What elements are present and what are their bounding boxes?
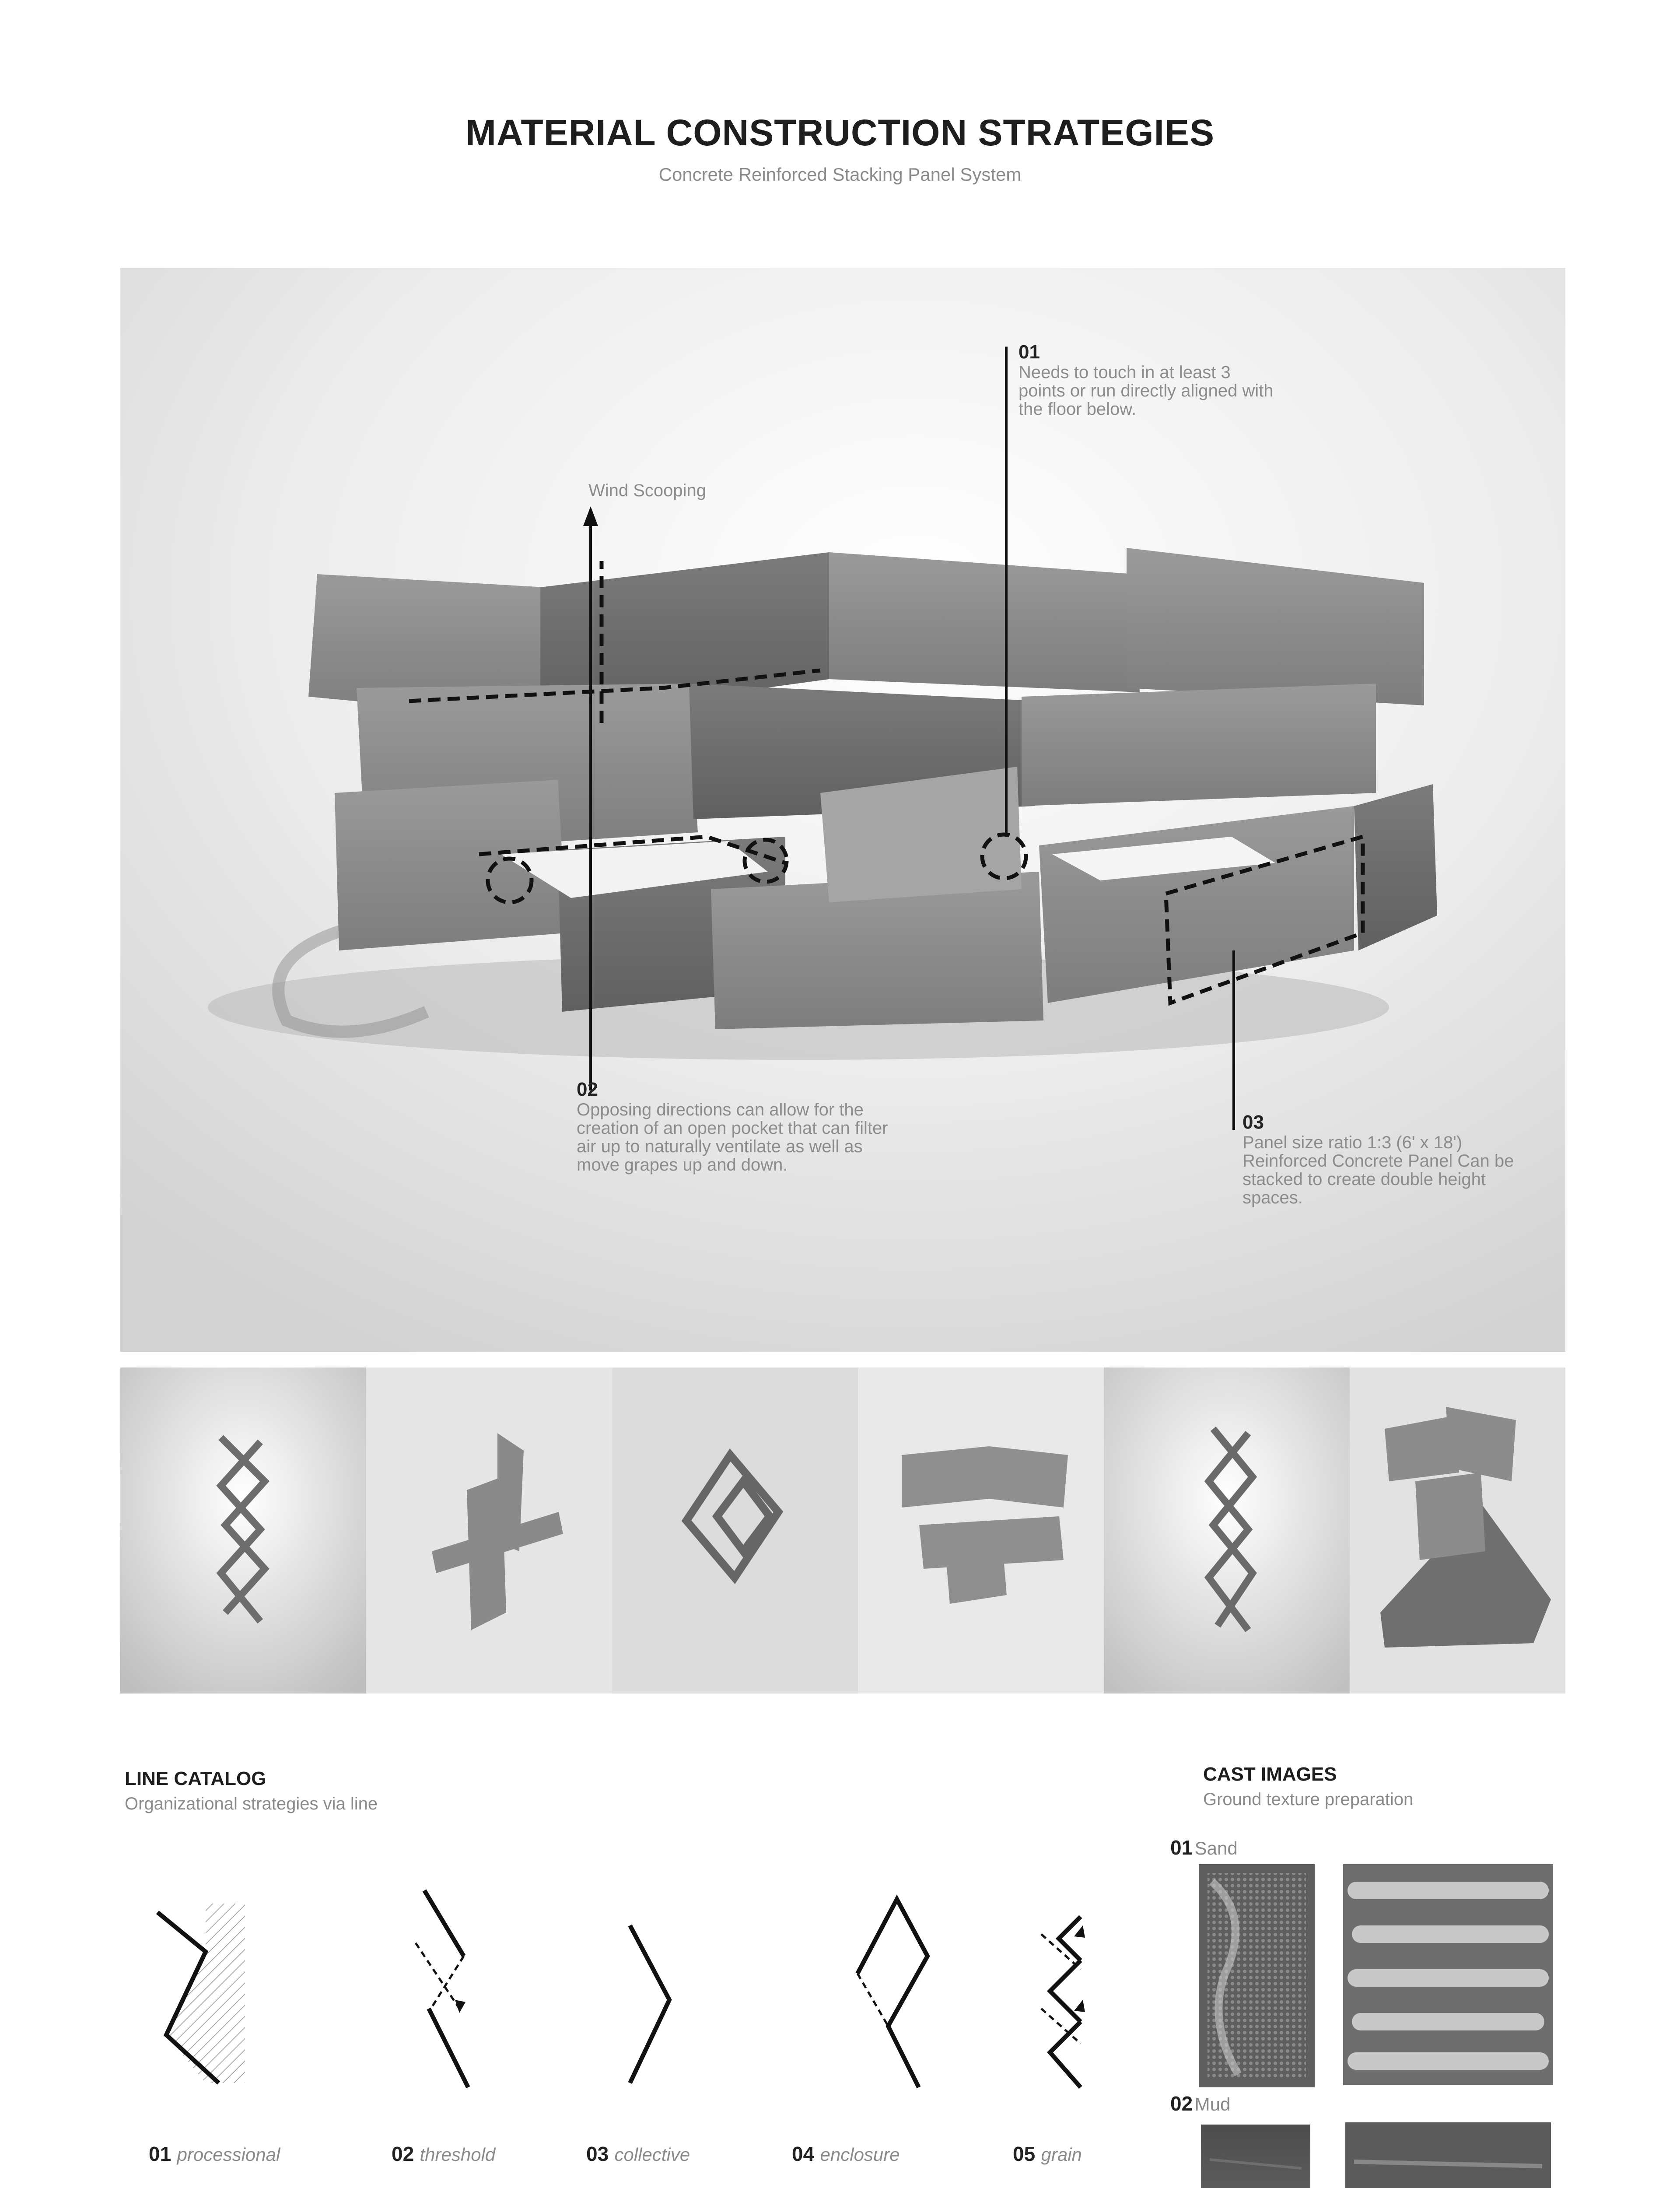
wind-scooping-label: Wind Scooping (588, 481, 707, 500)
line-caption-04: 04 enclosure (792, 2142, 900, 2165)
annotation-03 (1242, 1112, 1531, 1207)
model-thumbnail-1 (120, 1368, 366, 1694)
annotation-text: Panel size ratio 1:3 (6' x 18') Reinforced Concrete Panel Can be stacked to create double height spaces. (1242, 1133, 1514, 1207)
line-catalog-diagrams (0, 1860, 1138, 2122)
cast-images-subtitle: Ground texture preparation (1203, 1790, 1414, 1809)
page-subtitle: Concrete Reinforced Stacking Panel System (658, 164, 1022, 185)
cast-row-02-label: 02 Mud (1170, 2092, 1231, 2115)
line-caption-05: 05 grain (1013, 2142, 1082, 2165)
annotation-number: 02 (577, 1079, 598, 1100)
sand-cast-image-1 (1199, 1864, 1315, 2087)
mud-cast-image-1 (1201, 2125, 1310, 2188)
line-catalog-title: LINE CATALOG (125, 1768, 266, 1789)
line-caption-01: 01 processional (149, 2142, 280, 2165)
mud-cast-image-2 (1345, 2122, 1551, 2188)
line-catalog-subtitle: Organizational strategies via line (125, 1794, 378, 1813)
diagram-collective-line (630, 1925, 669, 2083)
model-thumbnail-5 (1104, 1368, 1350, 1694)
cast-row-01-label: 01 Sand (1170, 1836, 1238, 1859)
annotation-02 (577, 1079, 909, 1174)
model-thumbnail-2 (366, 1368, 612, 1694)
annotation-text: Needs to touch in at least 3 points or run directly aligned with the floor below. (1018, 363, 1274, 419)
line-caption-03: 03 collective (586, 2142, 690, 2165)
model-thumbnail-3 (612, 1368, 858, 1694)
model-thumbnail-4 (858, 1368, 1104, 1694)
annotation-number: 01 (1018, 341, 1040, 363)
annotation-text: Opposing directions can allow for the creation of an open pocket that can filter air up to naturally ventilate as well as move grapes up and down. (577, 1100, 888, 1175)
line-caption-02: 02 threshold (392, 2142, 496, 2165)
cast-images-title: CAST IMAGES (1203, 1764, 1337, 1785)
model-thumbnail-6 (1350, 1368, 1565, 1694)
page-title: MATERIAL CONSTRUCTION STRATEGIES (466, 112, 1214, 153)
sand-cast-image-2 (1343, 1864, 1553, 2085)
annotation-number: 03 (1242, 1112, 1264, 1133)
annotation-01 (1018, 341, 1281, 418)
